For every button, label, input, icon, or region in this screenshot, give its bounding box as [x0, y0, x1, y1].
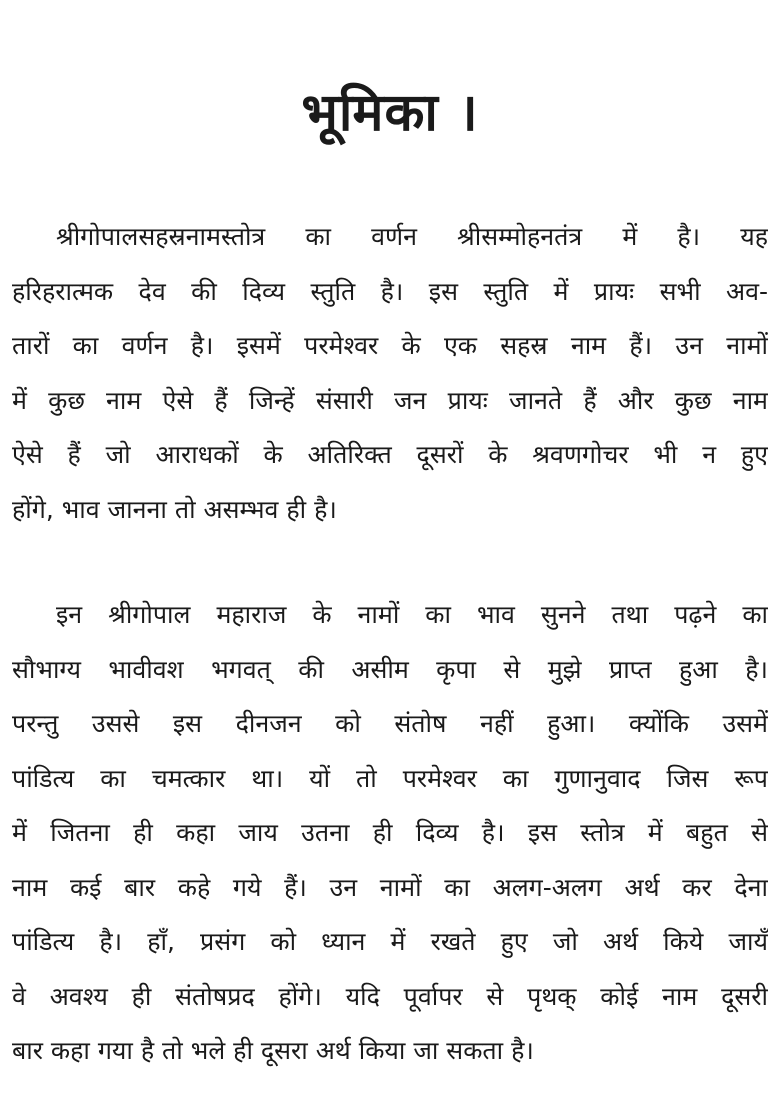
- text-line: पांडित्य का चमत्कार था। यों तो परमेश्वर का गुणानुवाद जिस रूप: [12, 763, 768, 793]
- text-line: श्रीगोपालसहस्रनामस्तोत्र का वर्णन श्रीसम्मोहनतंत्र में है। यह: [56, 222, 768, 251]
- text-line: सौभाग्य भावीवश भगवत् की असीम कृपा से मुझे प्राप्त हुआ है।: [12, 654, 768, 684]
- paragraph-1: [12, 210, 768, 537]
- text-line: इन श्रीगोपाल महाराज के नामों का भाव सुनने तथा पढ़ने का: [56, 600, 768, 629]
- text-line: वे अवश्य ही संतोषप्रद होंगे। यदि पूर्वापर से पृथक् कोई नाम दूसरी: [12, 981, 768, 1011]
- text-line: ऐसे हैं जो आराधकों के अतिरिक्त दूसरों के श्रवणगोचर भी न हुए: [12, 440, 768, 469]
- text-line: बार कहा गया है तो भले ही दूसरा अर्थ किया जा सकता है।: [12, 1036, 534, 1065]
- paragraph-2: [12, 588, 768, 1079]
- page-title: भूमिका ।: [301, 83, 479, 143]
- text-line: पांडित्य है। हाँ, प्रसंग को ध्यान में रखते हुए जो अर्थ किये जायँ: [12, 927, 768, 956]
- text-line: में जितना ही कहा जाय उतना ही दिव्य है। इस स्तोत्र में बहुत से: [12, 818, 768, 847]
- text-line: होंगे, भाव जानना तो असम्भव ही है।: [12, 494, 337, 524]
- text-line: हरिहरात्मक देव की दिव्य स्तुति है। इस स्तुति में प्रायः सभी अव-: [12, 276, 768, 306]
- text-line: तारों का वर्णन है। इसमें परमेश्वर के एक सहस्र नाम हैं। उन नामों: [12, 331, 768, 360]
- text-line: नाम कई बार कहे गये हैं। उन नामों का अलग-अलग अर्थ कर देना: [12, 872, 768, 902]
- text-line: में कुछ नाम ऐसे हैं जिन्हें संसारी जन प्रायः जानते हैं और कुछ नाम: [12, 385, 768, 415]
- text-line: परन्तु उससे इस दीनजन को संतोष नहीं हुआ। क्योंकि उसमें: [12, 709, 768, 738]
